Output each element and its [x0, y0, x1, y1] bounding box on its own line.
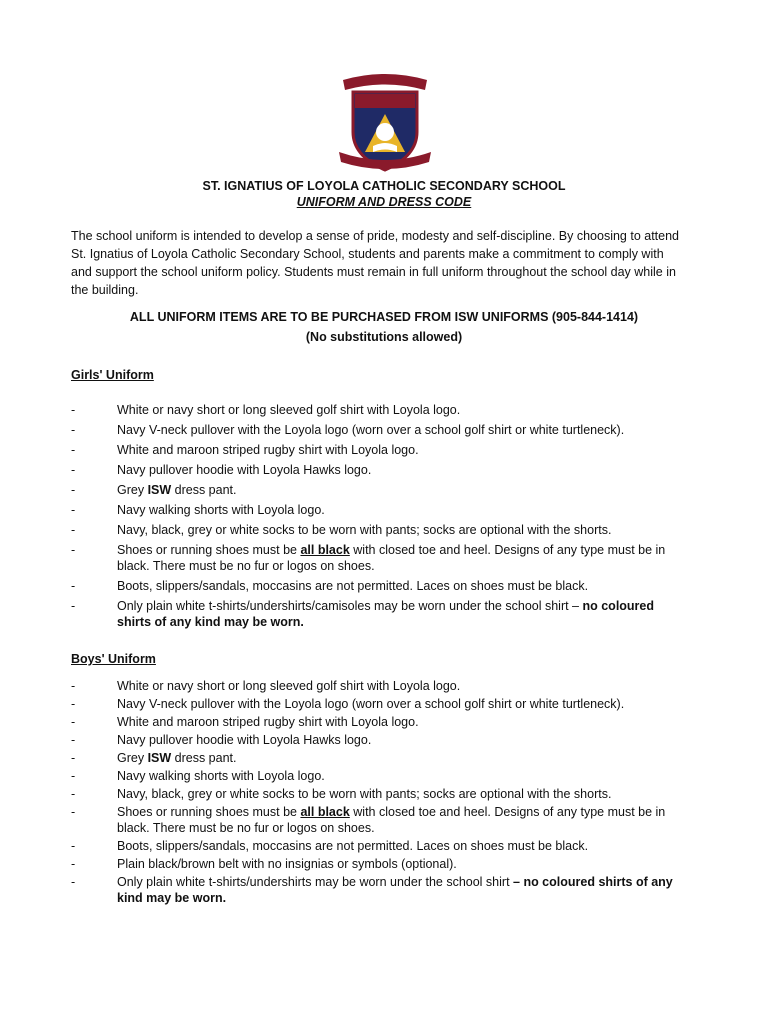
list-item	[71, 422, 691, 438]
boys-uniform-list	[71, 678, 691, 908]
bullet-dash: -	[71, 483, 76, 497]
item-text: Only plain white t-shirts/undershirts/camisoles may be worn under the school shirt –	[117, 599, 583, 613]
list-item	[71, 838, 691, 854]
purchase-notice: ALL UNIFORM ITEMS ARE TO BE PURCHASED FROM ISW UNIFORMS (905-844-1414)	[129, 310, 639, 324]
bullet-dash: -	[71, 543, 76, 557]
item-text: White and maroon striped rugby shirt with Loyola logo.	[117, 715, 419, 729]
bullet-dash: -	[71, 443, 76, 457]
list-item	[71, 522, 691, 538]
item-text: Navy, black, grey or white socks to be worn with pants; socks are optional with the shorts.	[117, 787, 612, 801]
all-black-emphasis: all black	[300, 805, 350, 819]
list-item	[71, 696, 691, 712]
bullet-dash: -	[71, 523, 76, 537]
list-item	[71, 542, 691, 574]
list-item	[71, 598, 691, 630]
bullet-dash: -	[71, 805, 76, 819]
item-text: Boots, slippers/sandals, moccasins are not permitted. Laces on shoes must be black.	[117, 579, 589, 593]
item-text: Navy walking shorts with Loyola logo.	[117, 503, 325, 517]
list-item	[71, 402, 691, 418]
bullet-dash: -	[71, 403, 76, 417]
list-item	[71, 714, 691, 730]
bullet-dash: -	[71, 679, 76, 693]
list-item	[71, 678, 691, 694]
list-item	[71, 482, 691, 498]
item-text: Plain black/brown belt with no insignias or symbols (optional).	[117, 857, 457, 871]
list-item	[71, 804, 691, 836]
item-text: White or navy short or long sleeved golf shirt with Loyola logo.	[117, 403, 461, 417]
item-text: Shoes or running shoes must be	[117, 805, 301, 819]
all-black-emphasis: all black	[300, 543, 350, 557]
bullet-dash: -	[71, 599, 76, 613]
document-title: UNIFORM AND DRESS CODE	[296, 195, 472, 209]
item-text: White or navy short or long sleeved golf shirt with Loyola logo.	[117, 679, 461, 693]
isw-bold: ISW	[147, 751, 172, 765]
bullet-dash: -	[71, 769, 76, 783]
intro-paragraph: The school uniform is intended to develop a sense of pride, modesty and self-discipline. By choosing to attend St. Ignatius of Loyola Catholic Secondary School, students and parents make a commitment to comply with and support the school uniform policy. Students must remain in full uniform throughout the school day while in the building.	[71, 229, 679, 297]
no-coloured-shirts-emphasis: no coloured shirts of any kind may be worn.	[117, 599, 655, 629]
bullet-dash: -	[71, 875, 76, 889]
list-item	[71, 442, 691, 458]
item-text: Shoes or running shoes must be	[117, 543, 301, 557]
item-text: Navy walking shorts with Loyola logo.	[117, 769, 325, 783]
school-crest-logo	[335, 70, 435, 175]
item-text: dress pant.	[171, 751, 237, 765]
item-text: Grey	[117, 483, 148, 497]
bullet-dash: -	[71, 857, 76, 871]
list-item	[71, 750, 691, 766]
bullet-dash: -	[71, 579, 76, 593]
item-text: Boots, slippers/sandals, moccasins are not permitted. Laces on shoes must be black.	[117, 839, 589, 853]
no-substitutions-notice: (No substitutions allowed)	[305, 330, 463, 344]
list-item	[71, 462, 691, 478]
bullet-dash: -	[71, 751, 76, 765]
list-item	[71, 502, 691, 518]
bullet-dash: -	[71, 715, 76, 729]
school-name: ST. IGNATIUS OF LOYOLA CATHOLIC SECONDARY SCHOOL	[202, 179, 566, 193]
bullet-dash: -	[71, 839, 76, 853]
list-item	[71, 578, 691, 594]
item-text: Navy, black, grey or white socks to be worn with pants; socks are optional with the shorts.	[117, 523, 612, 537]
bullet-dash: -	[71, 463, 76, 477]
list-item	[71, 874, 691, 906]
item-text: with closed toe and heel. Designs of any type must be in black. There must be no fur or logos on shoes.	[117, 805, 666, 835]
girls-uniform-list	[71, 402, 691, 634]
boys-uniform-heading: Boys' Uniform	[71, 652, 156, 666]
item-text: Navy V-neck pullover with the Loyola logo (worn over a school golf shirt or white turtleneck).	[117, 697, 625, 711]
item-text: Only plain white t-shirts/undershirts may be worn under the school shirt	[117, 875, 514, 889]
item-text: Grey	[117, 751, 148, 765]
list-item	[71, 768, 691, 784]
list-item	[71, 856, 691, 872]
girls-uniform-heading: Girls' Uniform	[71, 368, 154, 382]
no-coloured-shirts-emphasis: – no coloured shirts of any kind may be worn.	[117, 875, 673, 905]
bullet-dash: -	[71, 697, 76, 711]
list-item	[71, 786, 691, 802]
item-text: White and maroon striped rugby shirt with Loyola logo.	[117, 443, 419, 457]
item-text: Navy pullover hoodie with Loyola Hawks logo.	[117, 463, 372, 477]
bullet-dash: -	[71, 503, 76, 517]
list-item	[71, 732, 691, 748]
item-text: Navy pullover hoodie with Loyola Hawks logo.	[117, 733, 372, 747]
item-text: dress pant.	[171, 483, 237, 497]
bullet-dash: -	[71, 423, 76, 437]
bullet-dash: -	[71, 787, 76, 801]
isw-bold: ISW	[147, 483, 172, 497]
item-text: Navy V-neck pullover with the Loyola logo (worn over a school golf shirt or white turtleneck).	[117, 423, 625, 437]
bullet-dash: -	[71, 733, 76, 747]
item-text: with closed toe and heel. Designs of any type must be in black. There must be no fur or logos on shoes.	[117, 543, 666, 573]
